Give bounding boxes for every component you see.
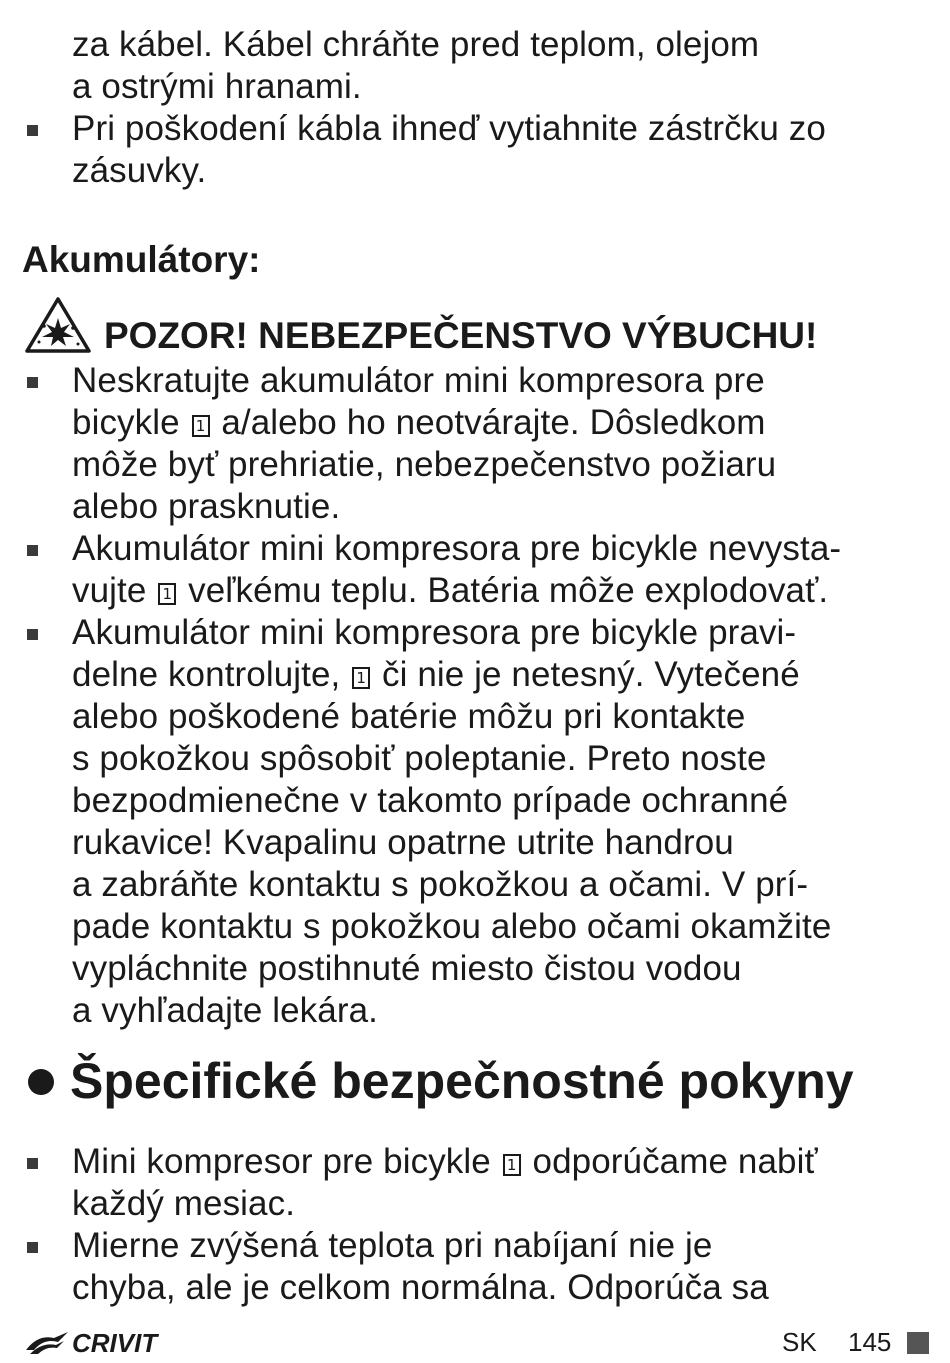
text-line: môže byť prehriatie, nebezpečenstvo požiaru <box>72 445 777 484</box>
text-line: Pri poškodení kábla ihneď vytiahnite zástrčku zo <box>72 109 826 148</box>
bullet-square-icon <box>27 629 38 640</box>
explosion-warning <box>24 296 924 356</box>
text-line: zásuvky. <box>72 151 207 190</box>
warning-text: POZOR! NEBEZPEČENSTVO VÝBUCHU! <box>104 315 818 356</box>
page-number: 145 <box>848 1327 892 1357</box>
bullet-square-icon <box>27 1158 38 1169</box>
text-fragment: bicykle <box>72 403 180 442</box>
figure-reference: 1 <box>192 415 210 437</box>
text-line: s pokožkou spôsobiť poleptanie. Preto noste <box>72 739 767 778</box>
text-line: alebo prasknutie. <box>72 487 341 526</box>
text-line: chyba, ale je celkom normálna. Odporúča sa <box>72 1268 769 1307</box>
page-footer <box>0 1322 950 1363</box>
text-line: alebo poškodené batérie môžu pri kontakte <box>72 697 746 736</box>
section-title-text: Špecifické bezpečnostné pokyny <box>70 1053 854 1109</box>
text-line: každý mesiac. <box>72 1184 296 1223</box>
brand-name: CRIVIT <box>72 1328 158 1358</box>
text-line: bezpodmienečne v takomto prípade ochranné <box>72 781 789 820</box>
text-line: pade kontaktu s pokožkou alebo očami okamžite <box>72 907 832 946</box>
page-marker-square-icon <box>907 1332 929 1354</box>
text-fragment: delne kontrolujte, <box>72 655 341 694</box>
text-line: vypláchnite postihnuté miesto čistou vodou <box>72 949 742 988</box>
figure-reference: 1 <box>503 1154 521 1176</box>
bullet-square-icon <box>27 125 38 136</box>
text-fragment: či nie je netesný. Vytečené <box>382 655 800 694</box>
section-title <box>22 1045 922 1115</box>
text-line: Akumulátor mini kompresora pre bicykle pravi- <box>72 613 797 652</box>
text-line <box>72 402 766 444</box>
language-code: SK <box>782 1327 817 1357</box>
text-line: a zabráňte kontaktu s pokožkou a očami. V prí- <box>72 865 809 904</box>
text-line: rukavice! Kvapalinu opatrne utrite handrou <box>72 823 734 862</box>
bullet-square-icon <box>27 545 38 556</box>
figure-reference: 1 <box>158 583 176 605</box>
text-fragment: odporúčame nabiť <box>532 1142 818 1181</box>
text-line: a vyhľadajte lekára. <box>72 991 378 1030</box>
text-line: Neskratujte akumulátor mini kompresora pre <box>72 361 765 400</box>
text-line <box>72 570 828 612</box>
text-fragment: veľkému teplu. Batéria môže explodovať. <box>188 571 829 610</box>
bullet-square-icon <box>27 377 38 388</box>
text-line: Akumulátor mini kompresora pre bicykle nevysta- <box>72 529 842 568</box>
section-heading: Akumulátory: <box>22 239 261 280</box>
crivit-logo <box>24 1326 184 1356</box>
text-line: Mierne zvýšená teplota pri nabíjaní nie je <box>72 1226 713 1265</box>
explosion-warning-icon <box>24 296 92 354</box>
text-line: za kábel. Kábel chráňte pred teplom, olejom <box>72 25 760 64</box>
bullet-square-icon <box>27 1242 38 1253</box>
text-fragment: a/alebo ho neotvárajte. Dôsledkom <box>221 403 766 442</box>
text-line: a ostrými hranami. <box>72 67 362 106</box>
text-fragment: vujte <box>72 571 147 610</box>
bullet-dot-icon <box>28 1069 54 1095</box>
brand-swoosh-icon <box>24 1328 70 1358</box>
text-line <box>72 654 800 696</box>
text-fragment: Mini kompresor pre bicykle <box>72 1142 491 1181</box>
figure-reference: 1 <box>352 667 370 689</box>
text-line <box>72 1141 818 1183</box>
